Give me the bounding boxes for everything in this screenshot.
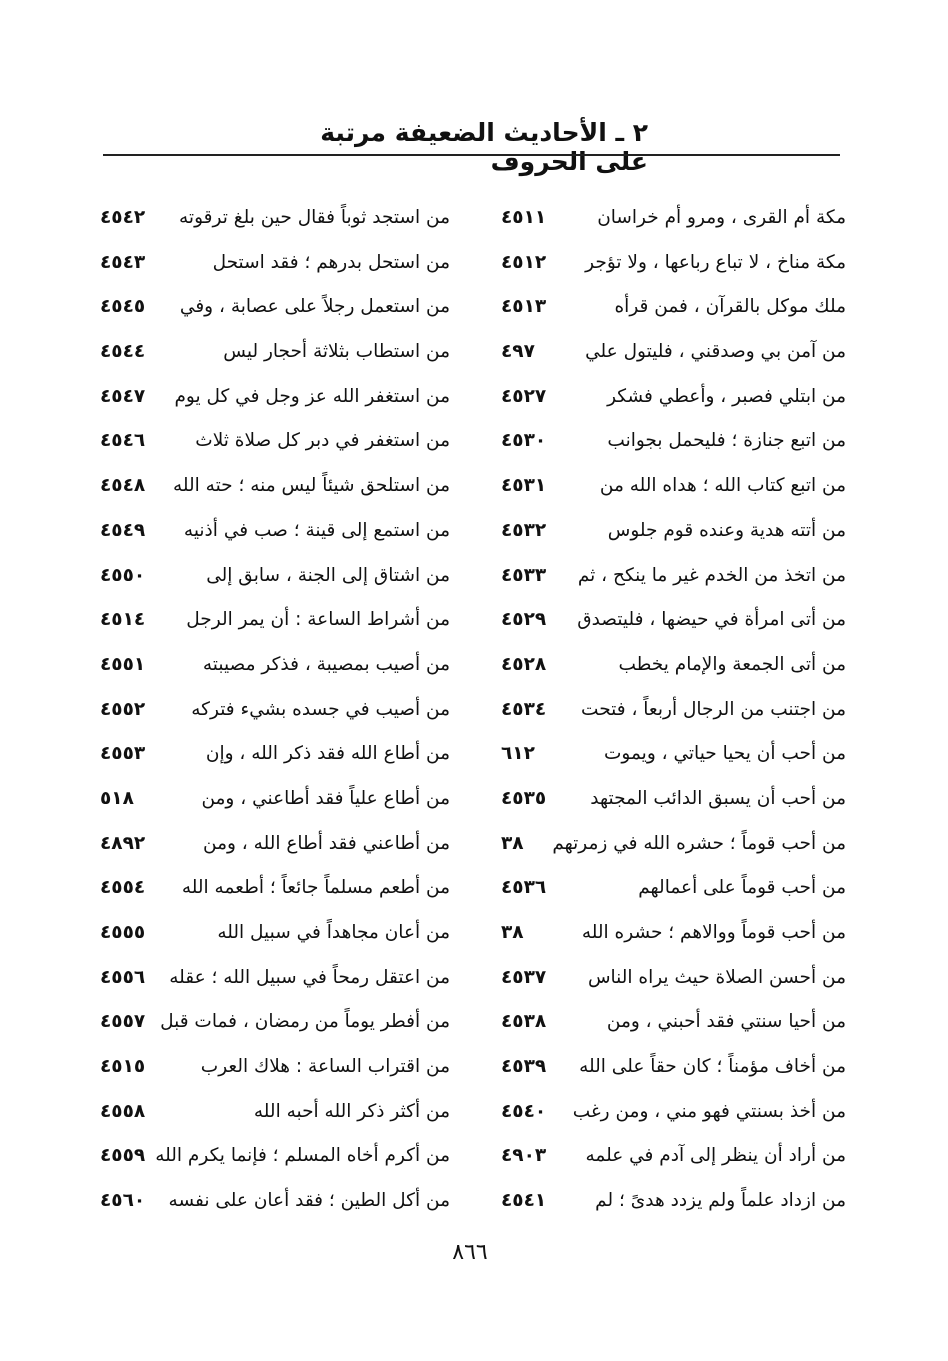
hadith-text: من اقتراب الساعة : هلاك العرب: [200, 1056, 450, 1078]
list-item: [100, 688, 450, 733]
hadith-text: من آمن بي وصدقني ، فليتول علي: [585, 341, 846, 363]
hadith-text: مكة أم القرى ، ومرو أم خراسان: [597, 207, 846, 228]
list-item: [501, 956, 846, 1001]
list-item: [501, 285, 846, 330]
hadith-text: من أحب قوماً ؛ حشره الله في زمرتهم: [552, 832, 846, 854]
list-item: [100, 196, 450, 241]
list-item: [100, 732, 450, 777]
hadith-number: ٤٥٥٣: [100, 743, 146, 765]
list-item: [501, 419, 846, 464]
hadith-text: من اشتاق إلى الجنة ، سابق إلى: [206, 564, 450, 586]
hadith-number: ٤٥٤٥: [100, 296, 146, 318]
list-item: [501, 643, 846, 688]
hadith-text: من أكرم أخاه المسلم ؛ فإنما يكرم الله: [155, 1145, 450, 1167]
hadith-number: ٤٥٤٩: [100, 519, 146, 541]
hadith-number: ٤٥٣٥: [501, 787, 547, 809]
hadith-number: ٤٩٧: [501, 341, 535, 363]
hadith-number: ٤٥٦٠: [100, 1190, 146, 1212]
hadith-number: ٦١٢: [501, 743, 535, 765]
hadith-text: من اتخذ من الخدم غير ما ينكح ، ثم: [577, 564, 846, 586]
hadith-number: ٤٥٣٢: [501, 519, 547, 541]
list-item: [100, 1134, 450, 1179]
list-item: [100, 241, 450, 286]
hadith-number: ٤٥٣٦: [501, 877, 547, 899]
page-number: ٨٦٦: [452, 1240, 488, 1265]
list-item: [100, 643, 450, 688]
hadith-text: من أتته هدية وعنده قوم جلوس: [607, 519, 846, 541]
list-item: [100, 911, 450, 956]
hadith-number: ٤٥٣٠: [501, 430, 547, 452]
hadith-number: ٣٨: [501, 922, 524, 943]
hadith-number: ٤٥٢٧: [501, 385, 547, 407]
list-item: [100, 554, 450, 599]
hadith-number: ٤٩٠٣: [501, 1145, 547, 1167]
hadith-number: ٤٥٣٨: [501, 1011, 547, 1033]
hadith-number: ٤٥٣٩: [501, 1056, 547, 1078]
list-item: [100, 464, 450, 509]
hadith-text: من استغفر الله عز وجل في كل يوم: [174, 385, 450, 407]
hadith-text: من أطعم مسلماً جائعاً ؛ أطعمه الله: [181, 877, 450, 899]
header-rule: [103, 154, 840, 156]
hadith-text: مكة مناخ ، لا تباع رباعها ، ولا تؤجر: [585, 251, 846, 273]
list-item: [501, 241, 846, 286]
list-item: [100, 1090, 450, 1135]
hadith-text: من استغفر في دبر كل صلاة ثلاث: [195, 430, 450, 452]
hadith-number: ٤٥٤٤: [100, 341, 146, 363]
list-item: [501, 1134, 846, 1179]
hadith-text: ملك موكل بالقرآن ، فمن قرأه: [614, 296, 846, 318]
hadith-number: ٤٥٥٢: [100, 698, 146, 720]
list-item: [100, 1045, 450, 1090]
left-column: [100, 196, 450, 1226]
list-item: [501, 464, 846, 509]
list-item: [501, 1000, 846, 1045]
hadith-number: ٤٥٤٠: [501, 1100, 547, 1122]
hadith-number: ٤٥٥٩: [100, 1145, 146, 1167]
hadith-text: من أكثر ذكر الله أحبه الله: [253, 1100, 450, 1122]
hadith-text: من أطاع علياً فقد أطاعني ، ومن: [201, 787, 450, 809]
hadith-text: من اعتقل رمحاً في سبيل الله ؛ عقله: [169, 966, 450, 988]
hadith-number: ٤٥٥٦: [100, 966, 146, 988]
hadith-text: من أكل الطين ؛ فقد أعان على نفسه: [168, 1190, 450, 1212]
list-item: [501, 866, 846, 911]
hadith-text: من أصيب بمصيبة ، فذكر مصيبته: [202, 653, 450, 675]
hadith-number: ٤٥١١: [501, 207, 547, 228]
hadith-number: ٤٥٥٥: [100, 922, 146, 943]
hadith-text: من أحب أن يحيا حياتي ، ويموت: [604, 743, 846, 765]
hadith-number: ٤٥٥٠: [100, 564, 146, 586]
hadith-number: ٤٥٣٤: [501, 698, 547, 720]
hadith-number: ٤٥٥١: [100, 653, 146, 675]
hadith-number: ٤٥٤٨: [100, 475, 146, 497]
hadith-number: ٤٨٩٢: [100, 832, 146, 854]
page-title: ٢ ـ الأحاديث الضعيفة مرتبة على الحروف: [320, 118, 648, 176]
list-item: [100, 777, 450, 822]
list-item: [501, 196, 846, 241]
hadith-number: ٤٥٥٧: [100, 1011, 146, 1033]
hadith-text: من اتبع كتاب الله ؛ هداه الله من: [599, 475, 846, 497]
hadith-number: ٤٥٣٣: [501, 564, 547, 586]
list-item: [501, 732, 846, 777]
list-item: [501, 911, 846, 956]
hadith-text: من اتبع جنازة ؛ فليحمل بجوانب: [607, 430, 846, 452]
list-item: [501, 1090, 846, 1135]
hadith-number: ٤٥٣٧: [501, 966, 547, 988]
hadith-text: من أحب أن يسبق الدائب المجتهد: [590, 787, 846, 809]
right-column: [501, 196, 846, 1226]
hadith-text: من أصيب في جسده بشيء فتركه: [191, 698, 450, 720]
list-item: [100, 419, 450, 464]
hadith-number: ٤٥٤٣: [100, 251, 146, 273]
list-item: [100, 285, 450, 330]
list-item: [501, 554, 846, 599]
list-item: [100, 509, 450, 554]
hadith-number: ٤٥٣١: [501, 475, 547, 497]
hadith-text: من أراد أن ينظر إلى آدم في علمه: [585, 1145, 846, 1167]
hadith-number: ٤٥١٢: [501, 251, 547, 273]
list-item: [501, 509, 846, 554]
hadith-text: من أتى امرأة في حيضها ، فليتصدق: [577, 609, 846, 631]
hadith-text: من استطاب بثلاثة أحجار ليس: [223, 341, 450, 363]
hadith-number: ٤٥٢٨: [501, 653, 547, 675]
list-item: [501, 375, 846, 420]
hadith-text: من استجد ثوباً فقال حين بلغ ترقوته: [179, 207, 450, 228]
hadith-number: ٤٥١٣: [501, 296, 547, 318]
hadith-text: من استحل بدرهم ؛ فقد استحل: [212, 251, 450, 273]
hadith-number: ٤٥٥٤: [100, 877, 146, 899]
hadith-text: من استعمل رجلاً على عصابة ، وفي: [179, 296, 450, 318]
list-item: [100, 822, 450, 867]
hadith-number: ٤٥١٤: [100, 609, 146, 631]
hadith-number: ٤٥٤٧: [100, 385, 146, 407]
list-item: [100, 1179, 450, 1224]
list-item: [501, 822, 846, 867]
list-item: [501, 777, 846, 822]
hadith-text: من أطاع الله فقد ذكر الله ، وإن: [205, 743, 450, 765]
hadith-text: من أتى الجمعة والإمام يخطب: [618, 653, 846, 675]
hadith-text: من أطاعني فقد أطاع الله ، ومن: [203, 832, 450, 854]
list-item: [501, 688, 846, 733]
list-item: [100, 956, 450, 1001]
hadith-number: ٤٥١٥: [100, 1056, 146, 1078]
list-item: [100, 1000, 450, 1045]
hadith-text: من أعان مجاهداً في سبيل الله: [217, 922, 450, 943]
hadith-number: ٤٥٤٦: [100, 430, 146, 452]
hadith-text: من أحب قوماً على أعمالهم: [638, 877, 846, 899]
hadith-text: من أخذ بسنتي فهو مني ، ومن رغب: [572, 1100, 846, 1122]
hadith-text: من أشراط الساعة : أن يمر الرجل: [186, 609, 450, 631]
hadith-text: من أحيا سنتي فقد أحبني ، ومن: [606, 1011, 846, 1033]
hadith-number: ٤٥٢٩: [501, 609, 547, 631]
hadith-number: ٣٨: [501, 832, 524, 854]
hadith-number: ٥١٨: [100, 787, 134, 809]
list-item: [100, 375, 450, 420]
list-item: [100, 866, 450, 911]
hadith-number: ٤٥٤٢: [100, 207, 146, 228]
list-item: [100, 598, 450, 643]
hadith-text: من ابتلي فصبر ، وأعطي فشكر: [607, 385, 846, 407]
list-item: [501, 330, 846, 375]
hadith-text: من استمع إلى قينة ؛ صب في أذنيه: [183, 519, 450, 541]
hadith-text: من استلحق شيئاً ليس منه ؛ حته الله: [172, 475, 450, 497]
hadith-number: ٤٥٤١: [501, 1190, 547, 1212]
hadith-number: ٤٥٥٨: [100, 1100, 146, 1122]
hadith-text: من أحسن الصلاة حيث يراه الناس: [587, 966, 846, 988]
hadith-text: من أفطر يوماً من رمضان ، فمات قبل: [160, 1011, 450, 1033]
hadith-text: من اجتنب من الرجال أربعاً ، فتحت: [581, 698, 846, 720]
list-item: [100, 330, 450, 375]
hadith-text: من أخاف مؤمناً ؛ كان حقاً على الله: [579, 1056, 846, 1078]
list-item: [501, 1045, 846, 1090]
hadith-text: من أحب قوماً ووالاهم ؛ حشره الله: [581, 922, 846, 943]
list-item: [501, 598, 846, 643]
hadith-text: من ازداد علماً ولم يزدد هدىً ؛ لم: [595, 1190, 846, 1212]
list-item: [501, 1179, 846, 1224]
